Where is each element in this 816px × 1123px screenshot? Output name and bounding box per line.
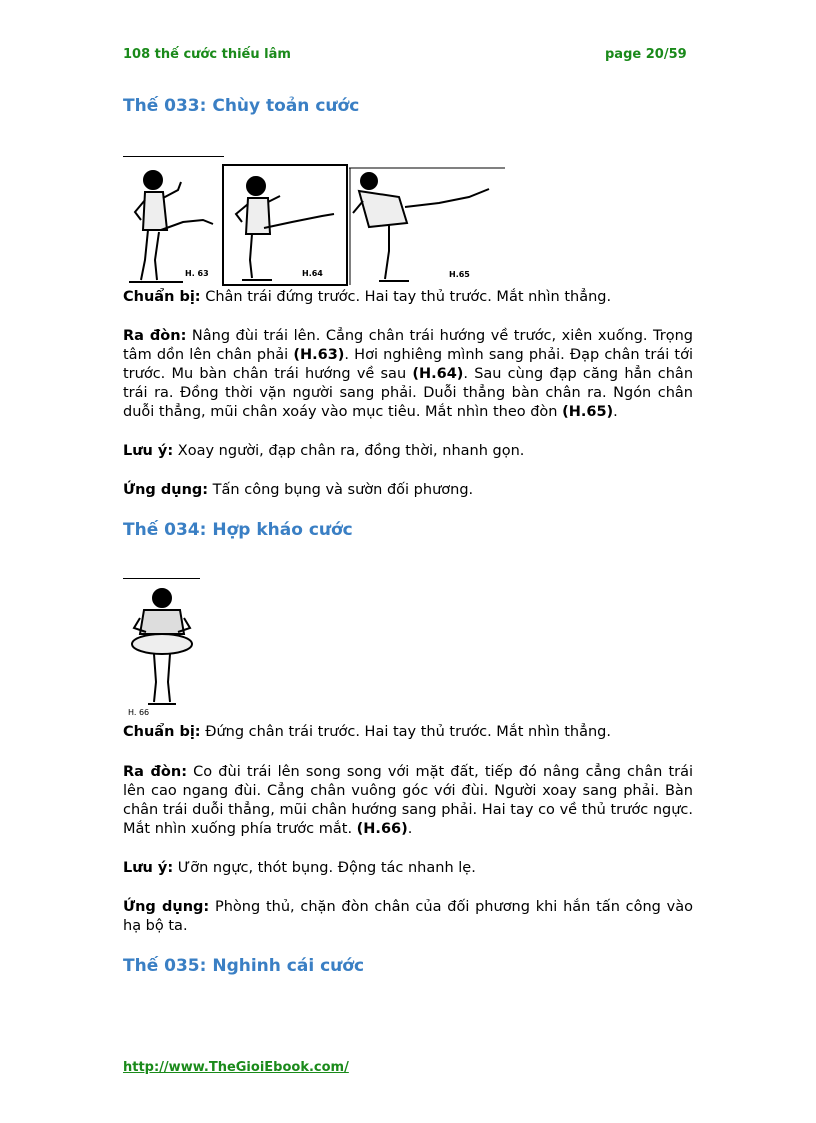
section-heading-034: Thế 034: Hợp kháo cước: [123, 520, 353, 540]
use-label: Ứng dụng:: [123, 899, 210, 915]
note-text: Xoay người, đạp chân ra, đồng thời, nhanh gọn.: [173, 443, 525, 459]
use-text: Tấn công bụng và sườn đối phương.: [208, 482, 474, 498]
figure-h64: [222, 164, 348, 286]
section-heading-033: Thế 033: Chùy toản cước: [123, 96, 360, 116]
fig-label: H.64: [302, 269, 323, 278]
strike-label: Ra đòn:: [123, 328, 187, 344]
strike-text: Nâng đùi trái lên. Cẳng chân trái hướng về trước, xiên xuống. Trọng tâm dồn lên chân phải: [123, 328, 693, 363]
prep-paragraph-033: [123, 288, 693, 307]
strike-paragraph-034: [123, 763, 693, 839]
prep-text: Đứng chân trái trước. Hai tay thủ trước. Mắt nhìn thẳng.: [200, 724, 611, 740]
note-label: Lưu ý:: [123, 860, 174, 876]
note-label: Lưu ý:: [123, 443, 174, 459]
strike-text: Co đùi trái lên song song với mặt đất, tiếp đó nâng cẳng chân trái lên cao ngang đùi. Cẳng chân vuông góc với đùi. Người xoay sang phải. Bàn chân trái duỗi thẳng, mũi chân hướng sang phải. Hai tay co về thủ trước ngực. Mắt nhìn xuống phía trước mắt.: [123, 764, 694, 837]
note-text: Ưỡn ngực, thót bụng. Động tác nhanh lẹ.: [173, 860, 476, 876]
use-paragraph-033: [123, 481, 693, 500]
use-label: Ứng dụng:: [123, 482, 209, 498]
strike-text: . Sau cùng đạp căng hẳn chân trái ra. Đồng thời vặn người sang phải. Duỗi thẳng bàn chân ra. Ngón chân duỗi thẳng, mũi chân xoáy vào mục tiêu. Mắt nhìn theo đòn: [123, 366, 694, 420]
figure-ref: (H.65): [562, 404, 614, 420]
figure-ref: (H.66): [356, 821, 408, 837]
figure-ref: (H.64): [412, 366, 464, 382]
strike-text: . Hơi nghiêng mình sang phải. Đạp chân trái tới trước. Mu bàn chân trái hướng về sau: [123, 347, 693, 382]
prep-label: Chuẩn bị:: [123, 289, 201, 305]
figure-h66: [124, 582, 200, 718]
footer-link[interactable]: http://www.TheGioiEbook.com/: [123, 1060, 349, 1075]
figure-h63: [123, 160, 223, 286]
note-paragraph-033: [123, 442, 693, 461]
strike-label: Ra đòn:: [123, 764, 188, 780]
fig-label: H. 63: [185, 269, 209, 278]
fig-label: H.65: [449, 270, 470, 279]
figure-h65: [349, 167, 505, 287]
strike-text: .: [407, 821, 413, 837]
strike-text: .: [613, 404, 618, 420]
header-title: 108 thế cước thiếu lâm: [123, 47, 291, 62]
figure-ref: (H.63): [293, 347, 345, 363]
prep-text: Chân trái đứng trước. Hai tay thủ trước. Mắt nhìn thẳng.: [200, 289, 612, 305]
note-paragraph-034: [123, 859, 693, 878]
kick-illustration-h63: [123, 160, 223, 286]
fig-label: H. 66: [128, 708, 150, 717]
prep-label: Chuẩn bị:: [123, 724, 201, 740]
use-text: Phòng thủ, chặn đòn chân của đối phương khi hắn tấn công vào hạ bộ ta.: [123, 899, 693, 934]
figure-top-rule: [123, 156, 224, 157]
section-heading-035: Thế 035: Nghinh cái cước: [123, 956, 365, 976]
kick-illustration-h64: [222, 164, 348, 286]
figure-top-rule: [123, 578, 200, 579]
kick-illustration-h65: [349, 167, 505, 287]
prep-paragraph-034: [123, 723, 693, 742]
use-paragraph-034: [123, 898, 693, 936]
strike-paragraph-033: [123, 327, 693, 422]
kick-illustration-h66: [124, 582, 200, 718]
page-number: page 20/59: [605, 47, 687, 62]
